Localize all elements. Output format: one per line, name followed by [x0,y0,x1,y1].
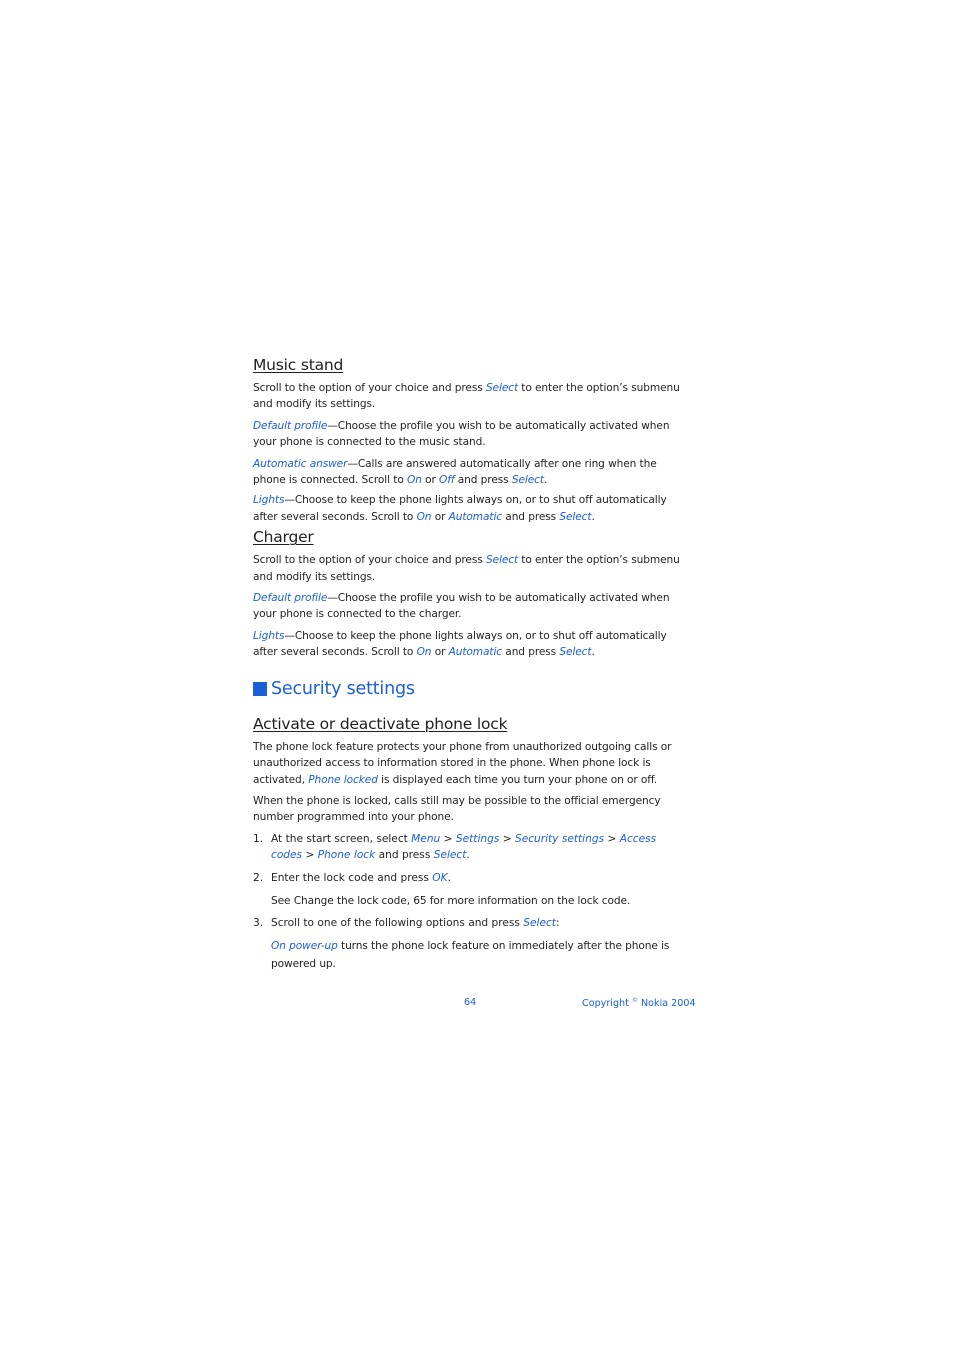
copyright-notice: Copyright © Nokia 2004 [582,997,696,1010]
section-square-icon [253,682,267,696]
step-2: 2. Enter the lock code and press OK. [253,871,451,884]
step-1: 1. At the start screen, select Menu > Settings > Security settings > Access codes > Phone lock and press Select. [253,832,657,862]
phone-lock-heading: Activate or deactivate phone lock [253,714,508,733]
page-number: 64 [464,997,477,1008]
music-stand-heading: Music stand [253,356,344,374]
step-3: 3. Scroll to one of the following options and press Select: [253,916,560,929]
step-2-note: See Change the lock code, 65 for more information on the lock code. [271,894,631,907]
lights-option: Lights [253,494,285,507]
on-power-up-option: On power-up turns the phone lock feature on immediately after the phone is powered up. [271,939,670,970]
music-stand-automatic-answer: Automatic answer—Calls are answered automatically after one ring when the phone is connected. Scroll to On or Off and press Select. [253,457,657,487]
charger-heading: Charger [253,528,314,547]
music-stand-lights: Lights—Choose to keep the phone lights always on, or to shut off automatically after several seconds. Scroll to On or Automatic and press Select. [253,494,667,523]
emergency-note: When the phone is locked, calls still may be possible to the official emergency number programmed into your phone. [253,794,661,824]
security-settings-heading: Security settings [253,679,689,699]
page-content [253,356,689,973]
charger-intro: Scroll to the option of your choice and press Select to enter the option’s submenu and modify its settings. [253,554,680,583]
default-profile-option: Default profile [253,419,328,432]
charger-lights: Lights—Choose to keep the phone lights always on, or to shut off automatically after several seconds. Scroll to On or Automatic and press Select. [253,629,667,659]
charger-default-profile: Default profile—Choose the profile you wish to be automatically activated when your phone is connected to the charger. [253,592,670,621]
select-softkey: Select [485,382,519,394]
music-stand-default-profile: Default profile—Choose the profile you wish to be automatically activated when your phone is connected to the music stand. [253,419,670,449]
phone-lock-description: The phone lock feature protects your phone from unauthorized outgoing calls or unauthorized access to information stored in the phone. When phone lock is activated, Phone locked is displayed each time you turn your phone on or off. [253,740,672,786]
music-stand-intro: Scroll to the option of your choice and press Select to enter the option’s submenu and modify its settings. [253,382,680,411]
automatic-answer-option: Automatic answer [253,457,348,470]
